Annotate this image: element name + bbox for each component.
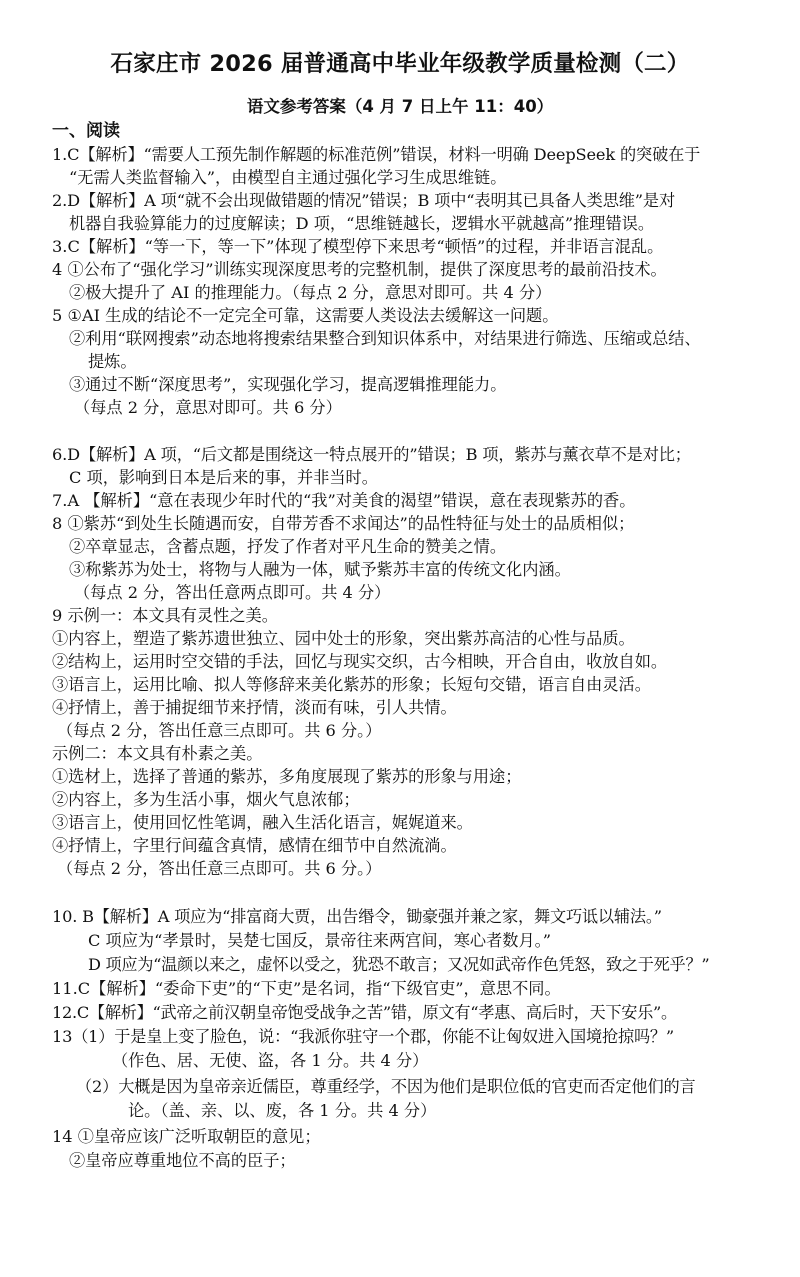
answer-line: ②极大提升了 AI 的推理能力。（每点 2 分，意思对即可。共 4 分） <box>69 283 552 302</box>
answer-line: 2.D【解析】A 项“就不会出现做错题的情况”错误；B 项中“表明其已具备人类思维”是对 <box>52 191 675 210</box>
answer-line: “无需人类监督输入”，由模型自主通过强化学习生成思维链。 <box>69 168 507 187</box>
answer-line: ③语言上，运用比喻、拟人等修辞来美化紫苏的形象；长短句交错，语言自由灵活。 <box>52 675 651 694</box>
scoring-note: （每点 2 分，答出任意三点即可。共 6 分。） <box>57 721 382 740</box>
answer-line: ③通过不断“深度思考”，实现强化学习，提高逻辑推理能力。 <box>69 375 507 394</box>
answer-line: ①内容上，塑造了紫苏遗世独立、园中处士的形象，突出紫苏高洁的心性与品质。 <box>52 629 635 648</box>
answer-line: 4 ①公布了“强化学习”训练实现深度思考的完整机制，提供了深度思考的最前沿技术。 <box>52 260 667 279</box>
example-heading: 9 示例一：本文具有灵性之美。 <box>52 606 278 625</box>
answer-line: C 项应为“孝景时，吴楚七国反，景帝往来两宫间，寒心者数月。” <box>88 931 552 950</box>
answer-line: 提炼。 <box>88 352 137 371</box>
answer-line: 3.C【解析】“等一下，等一下”体现了模型停下来思考“顿悟”的过程，并非语言混乱。 <box>52 237 664 256</box>
section-heading: 一、阅读 <box>52 121 120 141</box>
answer-line: ③语言上，使用回忆性笔调，融入生活化语言，娓娓道来。 <box>52 813 473 832</box>
scoring-note: （每点 2 分，答出任意三点即可。共 6 分。） <box>57 859 382 878</box>
answer-line: ③称紫苏为处士，将物与人融为一体，赋予紫苏丰富的传统文化内涵。 <box>69 560 571 579</box>
answer-line: （2）大概是因为皇帝亲近儒臣，尊重经学，不因为他们是职位低的官吏而否定他们的言 <box>76 1077 696 1096</box>
answer-line: 8 ①紫苏“到处生长随遇而安，自带芳香不求闻达”的品性特征与处士的品质相似； <box>52 514 635 533</box>
answer-line: ④抒情上，字里行间蕴含真情，感情在细节中自然流淌。 <box>52 836 457 855</box>
answer-line: 11.C【解析】“委命下吏”的“下吏”是名词，指“下级官吏”，意思不同。 <box>52 979 561 998</box>
scoring-note: （每点 2 分，意思对即可。共 6 分） <box>74 398 342 417</box>
page-subtitle: 语文参考答案（4 月 7 日上午 11：40） <box>246 97 554 116</box>
answer-line: 10. B【解析】A 项应为“排富商大贾，出告缗令，锄豪强并兼之家，舞文巧诋以辅法。” <box>52 907 662 926</box>
answer-line: ②利用“联网搜索”动态地将搜索结果整合到知识体系中，对结果进行筛选、压缩或总结、 <box>69 329 701 348</box>
answer-line: ②卒章显志，含蓄点题，抒发了作者对平凡生命的赞美之情。 <box>69 537 507 556</box>
answer-line: ②皇帝应尊重地位不高的臣子； <box>69 1151 296 1170</box>
answer-line: 13（1）于是皇上变了脸色，说：“我派你驻守一个郡，你能不让匈奴进入国境抢掠吗？” <box>52 1027 674 1046</box>
answer-line: 12.C【解析】“武帝之前汉朝皇帝饱受战争之苦”错，原文有“孝惠、高后时，天下安乐”。 <box>52 1003 677 1022</box>
answer-line: ④抒情上，善于捕捉细节来抒情，淡而有味，引人共情。 <box>52 698 457 717</box>
scoring-note: （作色、居、无使、盗，各 1 分。共 4 分） <box>112 1051 429 1070</box>
example-heading: 示例二：本文具有朴素之美。 <box>52 744 263 763</box>
answer-line: 机器自我验算能力的过度解读；D 项，“思维链越长，逻辑水平就越高”推理错误。 <box>69 214 655 233</box>
answer-line: ②结构上，运用时空交错的手法，回忆与现实交织，古今相映，开合自由，收放自如。 <box>52 652 668 671</box>
answer-line: 1.C【解析】“需要人工预先制作解题的标准范例”错误，材料一明确 DeepSeek 的突破在于 <box>52 145 701 164</box>
answer-line: 论。（盖、亲、以、废，各 1 分。共 4 分） <box>128 1101 437 1120</box>
answer-line: C 项，影响到日本是后来的事，并非当时。 <box>69 468 378 487</box>
answer-line: 6.D【解析】A 项，“后文都是围绕这一特点展开的”错误；B 项，紫苏与薰衣草不是对比； <box>52 445 691 464</box>
scoring-note: （每点 2 分，答出任意两点即可。共 4 分） <box>74 583 391 602</box>
answer-line: 5 ①AI 生成的结论不一定完全可靠，这需要人类设法去缓解这一问题。 <box>52 306 559 325</box>
answer-line: 14 ①皇帝应该广泛听取朝臣的意见； <box>52 1127 321 1146</box>
answer-line: 7.A 【解析】“意在表现少年时代的“我”对美食的渴望”错误，意在表现紫苏的香。 <box>52 491 636 510</box>
answer-line: D 项应为“温颜以来之，虚怀以受之，犹恐不敢言；又况如武帝作色凭怒，致之于死乎？” <box>88 955 710 974</box>
answer-line: ①选材上，选择了普通的紫苏，多角度展现了紫苏的形象与用途； <box>52 767 522 786</box>
answer-line: ②内容上，多为生活小事，烟火气息浓郁； <box>52 790 360 809</box>
page-title: 石家庄市 2026 届普通高中毕业年级教学质量检测（二） <box>110 51 690 77</box>
